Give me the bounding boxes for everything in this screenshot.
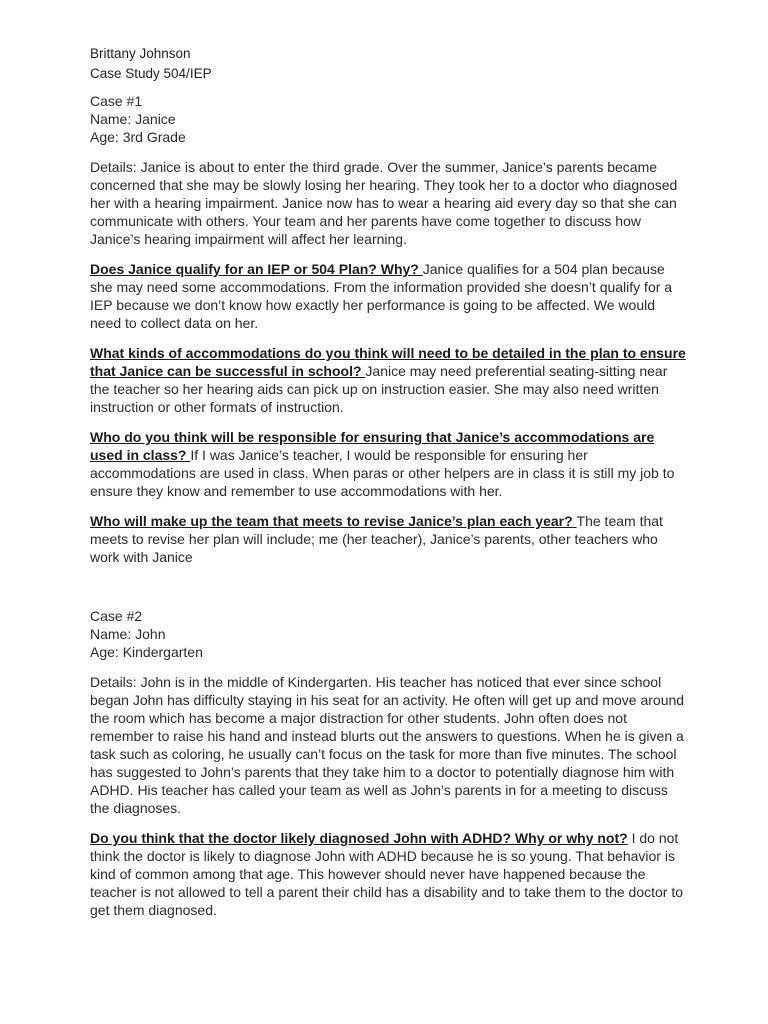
case2-question-1: Do you think that the doctor likely diagnosed John with ADHD? Why or why not?	[90, 830, 628, 846]
case2-age: Age: Kindergarten	[90, 644, 203, 660]
case2-heading: Case #2	[90, 608, 143, 624]
case1-question-2: What kinds of accommodations do you think will need to be detailed in the plan to ensure that Janice can be successful in school?	[90, 345, 686, 379]
case1-qa-1	[90, 260, 686, 332]
case1-question-1: Does Janice qualify for an IEP or 504 Plan? Why?	[90, 261, 423, 277]
document-page	[90, 44, 686, 919]
case1-answer-3: If I was Janice’s teacher, I would be responsible for ensuring her accommodations are used in class. When paras or other helpers are in class it is still my job to ensure they know and remember to use accommodations with her.	[90, 447, 675, 499]
case2-info	[90, 607, 686, 661]
case1-heading: Case #1	[90, 93, 143, 109]
document-title: Case Study 504/IEP	[90, 66, 212, 81]
case2-name: Name: John	[90, 626, 166, 642]
case1-qa-2	[90, 344, 686, 416]
case1-qa-4	[90, 512, 686, 566]
author-name: Brittany Johnson	[90, 46, 191, 61]
section-spacer	[90, 566, 686, 599]
case2-answer-1: I do not think the doctor is likely to diagnose John with ADHD because he is so young. That behavior is kind of common among that age. This however should never have happened because the teacher is not allowed to tell a parent their child has a disability and to take them to the doctor to get them diagnosed.	[90, 830, 684, 918]
case2-details: Details: John is in the middle of Kindergarten. His teacher has noticed that ever since school began John has difficulty staying in his seat for an activity. He often will get up and move around the room which has become a major distraction for other students. John often does not remember to raise his hand and instead blurts out the answers to questions. When he is given a task such as coloring, he usually can’t focus on the task for more than five minutes. The school has suggested to John’s parents that they take him to a doctor to potentially diagnose him with ADHD. His teacher has called your team as well as John’s parents in for a meeting to discuss the diagnoses.	[90, 674, 685, 816]
case1-answer-4: The team that meets to revise her plan will include; me (her teacher), Janice’s parents, other teachers who work with Janice	[90, 513, 663, 565]
case1-question-3: Who do you think will be responsible for ensuring that Janice’s accommodations are used in class?	[90, 429, 655, 463]
case2-qa-1	[90, 829, 686, 919]
case1-qa-3	[90, 428, 686, 500]
case1-age: Age: 3rd Grade	[90, 129, 186, 145]
case1-info	[90, 92, 686, 146]
case1-answer-1: Janice qualifies for a 504 plan because she may need some accommodations. From the information provided she doesn’t qualify for a IEP because we don’t know how exactly her performance is going to be affected. We would need to collect data on her.	[90, 261, 673, 331]
case1-answer-2: Janice may need preferential seating-sitting near the teacher so her hearing aids can pick up on instruction easier. She may also need written instruction or other formats of instruction.	[90, 363, 668, 415]
case1-details: Details: Janice is about to enter the third grade. Over the summer, Janice’s parents became concerned that she may be slowly losing her hearing. They took her to a doctor who diagnosed her with a hearing impairment. Janice now has to wear a hearing aid every day so that she can communicate with others. Your team and her parents have come together to discuss how Janice’s hearing impairment will affect her learning.	[90, 159, 678, 247]
case1-name: Name: Janice	[90, 111, 176, 127]
case1-question-4: Who will make up the team that meets to revise Janice’s plan each year?	[90, 513, 577, 529]
